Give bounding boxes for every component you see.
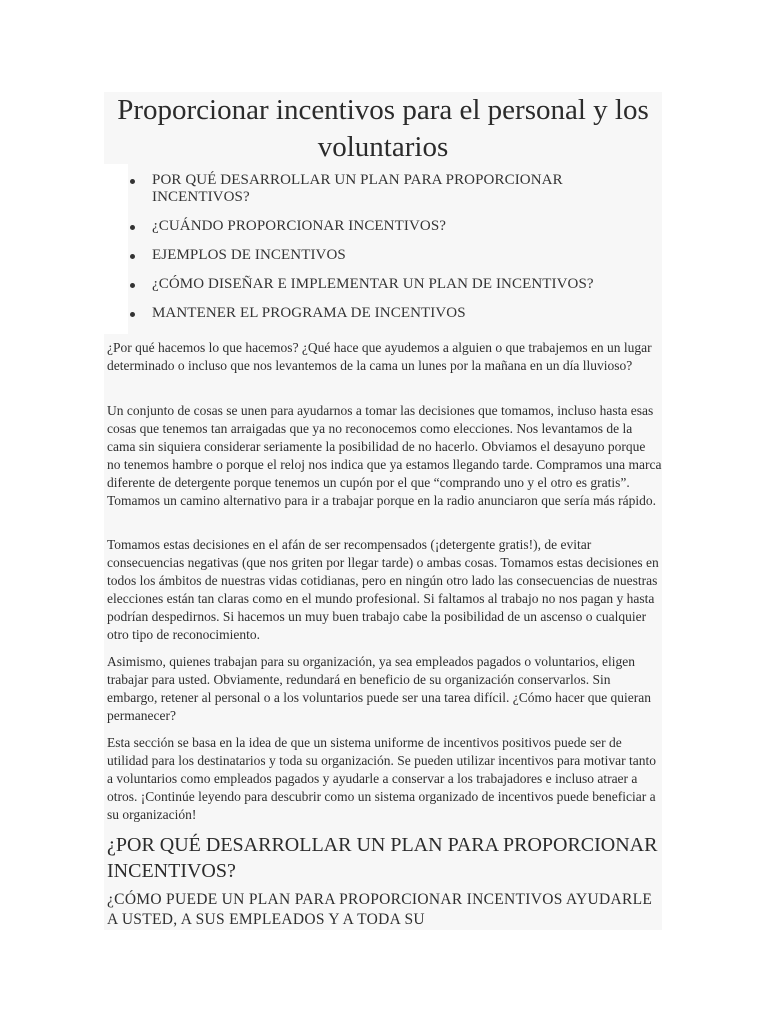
bullet-icon <box>130 179 135 184</box>
toc-item-label: POR QUÉ DESARROLLAR UN PLAN PARA PROPORCIONAR INCENTIVOS? <box>152 172 563 205</box>
toc-item-how-design[interactable] <box>128 276 648 293</box>
bullet-icon <box>130 254 135 259</box>
toc-item-examples[interactable] <box>128 247 648 264</box>
toc-margin <box>104 164 128 334</box>
paragraph-intro: ¿Por qué hacemos lo que hacemos? ¿Qué hace que ayudemos a alguien o que trabajemos en un lugar determinado o incluso que nos levantemos de la cama un lunes por la mañana en un día lluvioso? <box>107 340 652 373</box>
toc-item-label: EJEMPLOS DE INCENTIVOS <box>152 247 346 263</box>
section-heading: ¿POR QUÉ DESARROLLAR UN PLAN PARA PROPORCIONAR INCENTIVOS? <box>107 834 658 882</box>
bullet-icon <box>130 225 135 230</box>
page-title: Proporcionar incentivos para el personal y los voluntarios <box>117 94 649 163</box>
paragraph-rewards: Tomamos estas decisiones en el afán de ser recompensados (¡detergente gratis!), de evitar consecuencias negativas (que nos griten por llegar tarde) o ambas cosas. Tomamos estas decisiones en todos los ámbitos de nuestras vidas cotidianas, pero en ningún otro lado las consecuencias de nuestras elecciones están tan claras como en el mundo profesional. Si faltamos al trabajo no nos pagan y hasta podrían despedirnos. Si hacemos un muy buen trabajo cabe la posibilidad de un ascenso o cualquier otro tipo de reconocimiento. <box>107 537 659 642</box>
toc-item-label: MANTENER EL PROGRAMA DE INCENTIVOS <box>152 305 466 321</box>
toc-item-when[interactable] <box>128 218 648 235</box>
bullet-icon <box>130 312 135 317</box>
paragraph-choices: Un conjunto de cosas se unen para ayudarnos a tomar las decisiones que tomamos, incluso hasta esas cosas que tenemos tan arraigadas que ya no reconocemos como elecciones. Nos levantamos de la cama sin siquiera considerar seriamente la posibilidad de no hacerlo. Obviamos el desayuno porque no tenemos hambre o porque el reloj nos indica que ya estamos llegando tarde. Compramos una marca diferente de detergente porque tenemos un cupón por el que “comprando uno y el otro es gratis”. Tomamos un camino alternativo para ir a trabajar porque en la radio anunciaron que sería más rápido. <box>107 403 662 508</box>
table-of-contents <box>128 172 648 334</box>
toc-item-label: ¿CUÁNDO PROPORCIONAR INCENTIVOS? <box>152 218 447 234</box>
bullet-icon <box>130 283 135 288</box>
subsection-heading: ¿CÓMO PUEDE UN PLAN PARA PROPORCIONAR INCENTIVOS AYUDARLE A USTED, A SUS EMPLEADOS Y A TODA SU <box>107 891 653 928</box>
toc-item-label: ¿CÓMO DISEÑAR E IMPLEMENTAR UN PLAN DE INCENTIVOS? <box>152 276 594 292</box>
paragraph-section-intro: Esta sección se basa en la idea de que un sistema uniforme de incentivos positivos puede ser de utilidad para los destinatarios y toda su organización. Se pueden utilizar incentivos para motivar tanto a voluntarios como empleados pagados y ayudarle a conservar a los trabajadores e incluso atraer a otros. ¡Continúe leyendo para descubrir como un sistema organizado de incentivos puede beneficiar a su organización! <box>107 735 656 822</box>
paragraph-retention: Asimismo, quienes trabajan para su organización, ya sea empleados pagados o voluntarios, eligen trabajar para usted. Obviamente, redundará en beneficio de su organización conservarlos. Sin embargo, retener al personal o a los voluntarios puede ser una tarea difícil. ¿Cómo hacer que quieran permanecer? <box>107 654 652 723</box>
toc-item-why-plan[interactable] <box>128 172 648 206</box>
toc-item-maintain[interactable] <box>128 305 648 322</box>
